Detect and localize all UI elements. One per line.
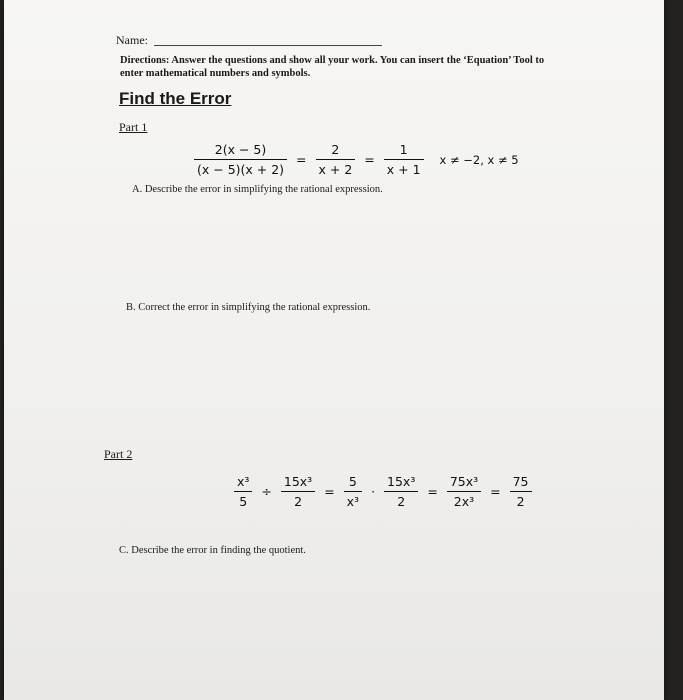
fraction-f-numerator: 75 [510, 474, 532, 492]
fraction-c [344, 474, 362, 509]
part-1-label: Part 1 [119, 120, 148, 134]
fraction-1-denominator: (x − 5)(x + 2) [197, 162, 285, 177]
answer-area-b[interactable] [126, 316, 546, 436]
fraction-d-numerator: 15x³ [384, 474, 418, 492]
answer-area-a[interactable] [132, 198, 552, 293]
fraction-f-denominator: 2 [516, 494, 525, 509]
fraction-3-denominator: x + 1 [386, 162, 421, 177]
fraction-b [281, 474, 315, 509]
question-a: A. Describe the error in simplifying the rational expression. [132, 184, 383, 195]
part-1-equation [192, 142, 522, 177]
fraction-e-denominator: 2x³ [453, 494, 475, 509]
fraction-a-numerator: x³ [234, 474, 252, 492]
equals-sign: = [490, 484, 501, 499]
equals-sign: = [324, 484, 335, 499]
equals-sign: = [427, 484, 438, 499]
fraction-3-numerator: 1 [384, 142, 424, 160]
worksheet-page [4, 0, 664, 700]
fraction-2-denominator: x + 2 [318, 162, 353, 177]
fraction-a [234, 474, 252, 509]
part-2-label: Part 2 [104, 447, 133, 461]
equals-sign: = [364, 152, 375, 167]
fraction-3 [384, 142, 424, 177]
fraction-e-numerator: 75x³ [447, 474, 481, 492]
fraction-f [510, 474, 532, 509]
question-b: B. Correct the error in simplifying the rational expression. [126, 302, 371, 313]
fraction-2-numerator: 2 [316, 142, 356, 160]
divide-sign: ÷ [261, 484, 272, 499]
multiply-dot: · [371, 484, 376, 499]
equals-sign: = [296, 152, 307, 167]
fraction-c-numerator: 5 [344, 474, 362, 492]
fraction-e [447, 474, 481, 509]
name-blank-line[interactable] [154, 45, 382, 46]
part-2-equation [232, 474, 534, 509]
question-c: C. Describe the error in finding the quotient. [119, 545, 306, 556]
fraction-d-denominator: 2 [397, 494, 406, 509]
fraction-1 [194, 142, 287, 177]
page-title: Find the Error [119, 89, 232, 108]
restriction: x ≠ −2, x ≠ 5 [439, 152, 519, 167]
fraction-a-denominator: 5 [239, 494, 248, 509]
fraction-2 [316, 142, 356, 177]
fraction-b-denominator: 2 [294, 494, 303, 509]
name-field [116, 33, 382, 48]
answer-area-c[interactable] [119, 560, 539, 680]
name-label: Name: [116, 33, 148, 47]
directions-text: Directions: Answer the questions and show all your work. You can insert the ‘Equation’ Tool to enter mathematical numbers and symbols. [120, 55, 545, 79]
fraction-c-denominator: x³ [346, 494, 360, 509]
fraction-1-numerator: 2(x − 5) [194, 142, 287, 160]
fraction-d [384, 474, 418, 509]
fraction-b-numerator: 15x³ [281, 474, 315, 492]
